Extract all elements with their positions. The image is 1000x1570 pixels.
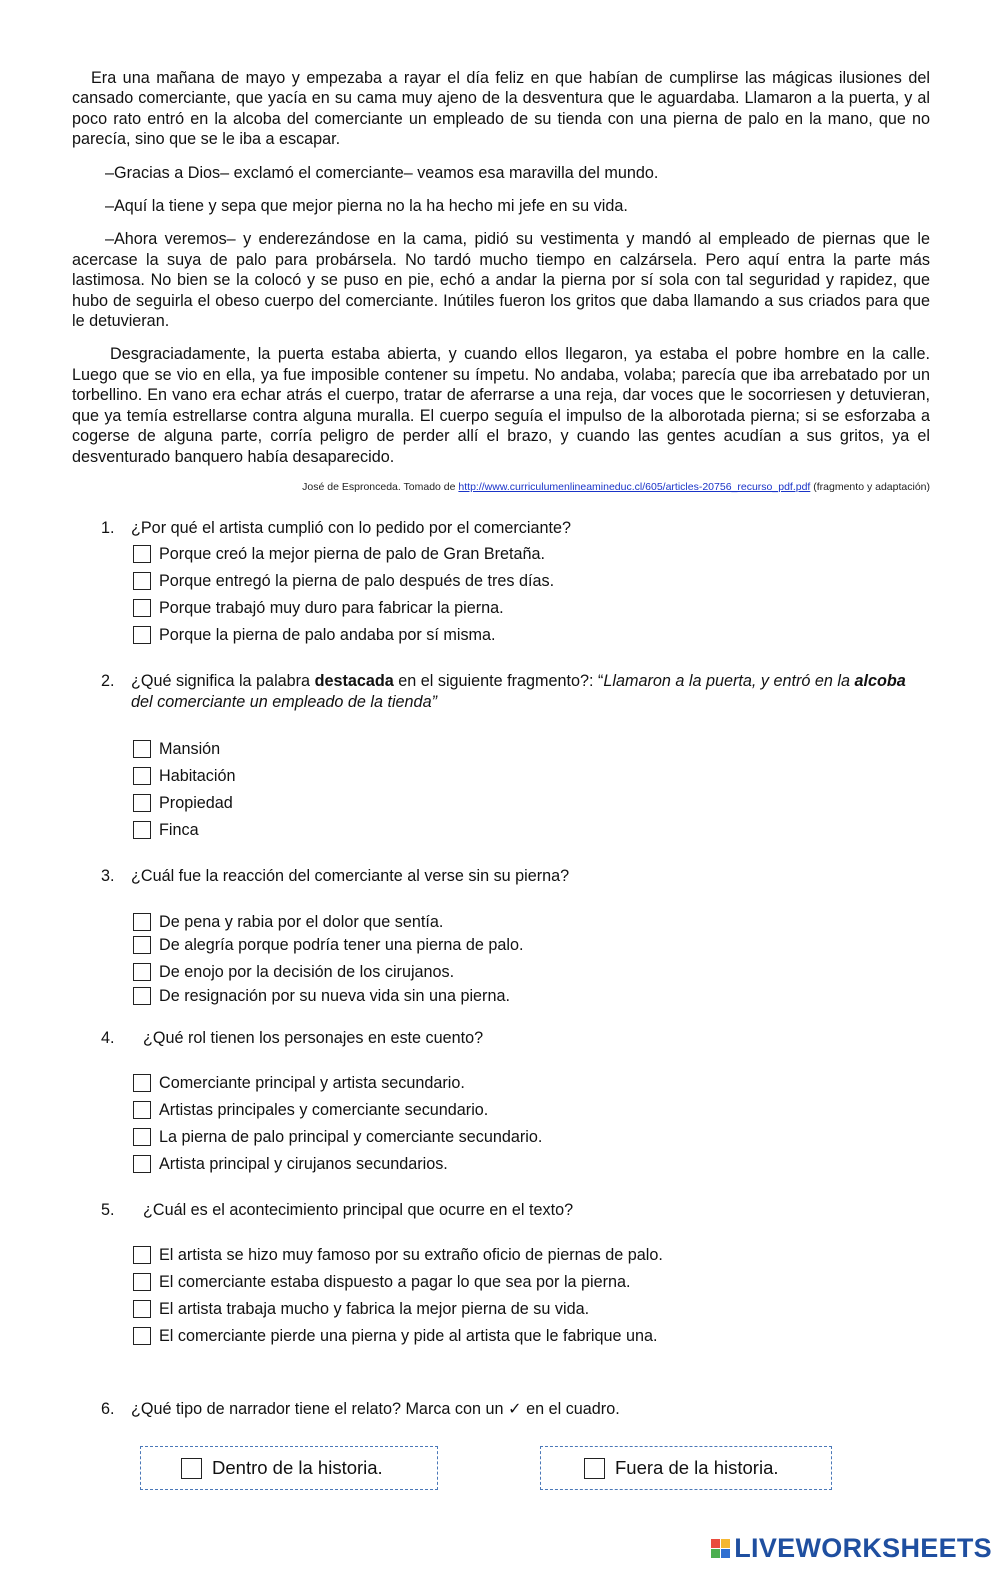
- option-label: Habitación: [159, 767, 236, 785]
- question-text: ¿Qué rol tienen los personajes en este cuento?: [143, 1029, 484, 1047]
- answer-option: [133, 598, 504, 619]
- answer-option: [133, 820, 199, 841]
- option-label: El comerciante pierde una pierna y pide al artista que le fabrique una.: [159, 1327, 658, 1345]
- question-text: [131, 671, 931, 713]
- option-label: De resignación por su nueva vida sin una pierna.: [159, 987, 510, 1005]
- answer-checkbox[interactable]: [133, 1128, 151, 1146]
- answer-checkbox[interactable]: [133, 626, 151, 644]
- answer-option: [133, 912, 443, 933]
- source-prefix: José de Espronceda. Tomado de: [302, 481, 459, 493]
- answer-option: [133, 1245, 663, 1266]
- answer-checkbox[interactable]: [133, 1273, 151, 1291]
- question-number: 2.: [101, 672, 115, 690]
- answer-checkbox[interactable]: [133, 767, 151, 785]
- question-6: [101, 1399, 931, 1420]
- logo-square: [711, 1539, 720, 1548]
- passage-paragraph: Era una mañana de mayo y empezaba a rayar el día feliz en que habían de cumplirse las mágicas ilusiones del cansado comerciante, que yacía en su cama muy ajeno de la desventura que le aguardaba. Llamaron a la puerta, y al poco rato entró en la alcoba del comerciante un empleado de su tienda con una pierna de palo en la mano, que no parecía, sino que se le iba a escapar.: [72, 69, 930, 149]
- passage-paragraph: Desgraciadamente, la puerta estaba abierta, y cuando ellos llegaron, ya estaba el pobre hombre en la calle. Luego que se vio en ella, ya fue imposible contener su ímpetu. No andaba, volaba; parecía que iba arrebatado por un torbellino. En vano era echar atrás el cuerpo, tratar de aferrarse a una reja, dar voces que le socorriesen y detuvieran, que ya temía estrellarse contra alguna muralla. El cuerpo seguía el impulso de la alborotada pierna; si se esforzaba a cogerse de alguna parte, corría peligro de perder allí el brazo, y cuando las gentes acudían a sus gritos, ya el desventurado banquero había desaparecido.: [72, 345, 930, 466]
- answer-option: [133, 793, 233, 814]
- answer-option: [133, 1326, 658, 1347]
- question-text: ¿Cuál fue la reacción del comerciante al verse sin su pierna?: [131, 867, 570, 885]
- option-label: Mansión: [159, 740, 221, 758]
- option-label: Artistas principales y comerciante secundario.: [159, 1101, 489, 1119]
- answer-option: [133, 1073, 465, 1094]
- source-citation: [302, 481, 930, 493]
- answer-option: [133, 1299, 589, 1320]
- question-4: [101, 1028, 931, 1049]
- answer-option: [133, 766, 236, 787]
- passage-paragraph: –Ahora veremos– y enderezándose en la cama, pidió su vestimenta y mandó al empleado de piernas que le acercase la suya de palo para probársela. No tardó mucho tiempo en calzársela. Pero aquí entra la parte más lastimosa. No bien se la colocó y se puso en pie, echó a andar la pierna por sí sola con tal seguridad y rapidez, que hubo de seguirla el obeso cuerpo del comerciante. Inútiles fueron los gritos que daba llamando a sus criados para que le detuvieran.: [72, 230, 930, 331]
- option-label: Finca: [159, 821, 199, 839]
- option-label: Porque creó la mejor pierna de palo de Gran Bretaña.: [159, 545, 546, 563]
- answer-option: [133, 986, 510, 1007]
- question-text: ¿Por qué el artista cumplió con lo pedido por el comerciante?: [131, 519, 571, 537]
- option-label: Fuera de la historia.: [615, 1457, 779, 1478]
- answer-option: [133, 962, 454, 983]
- option-label: De pena y rabia por el dolor que sentía.: [159, 913, 444, 931]
- question-number: 3.: [101, 867, 115, 885]
- question-number: 5.: [101, 1201, 115, 1219]
- answer-checkbox[interactable]: [181, 1458, 202, 1479]
- answer-checkbox[interactable]: [133, 1246, 151, 1264]
- check-mark-icon: ✓: [508, 1400, 522, 1418]
- answer-option: [133, 544, 545, 565]
- passage-paragraph: –Aquí la tiene y sepa que mejor pierna no la ha hecho mi jefe en su vida.: [105, 197, 628, 216]
- option-label: De enojo por la decisión de los cirujanos.: [159, 963, 455, 981]
- answer-checkbox[interactable]: [133, 936, 151, 954]
- brand-name: LIVEWORKSHEETS: [734, 1533, 992, 1563]
- answer-option: [133, 1100, 488, 1121]
- answer-option: [133, 1127, 542, 1148]
- option-label: Dentro de la historia.: [212, 1457, 383, 1478]
- highlighted-word: destacada: [314, 672, 394, 690]
- option-label: Porque trabajó muy duro para fabricar la pierna.: [159, 599, 504, 617]
- question-text-part: en el cuadro.: [521, 1400, 620, 1418]
- narrator-option-outside: [540, 1446, 832, 1490]
- option-label: Comerciante principal y artista secundario.: [159, 1074, 465, 1092]
- answer-option: [133, 739, 220, 760]
- answer-checkbox[interactable]: [133, 913, 151, 931]
- option-label: La pierna de palo principal y comerciante secundario.: [159, 1128, 543, 1146]
- logo-icon: [711, 1539, 730, 1558]
- question-1: [101, 518, 931, 539]
- answer-option: [133, 1154, 448, 1175]
- source-suffix: (fragmento y adaptación): [810, 481, 930, 493]
- question-2: [101, 671, 931, 713]
- question-number: 1.: [101, 519, 115, 537]
- answer-checkbox[interactable]: [133, 963, 151, 981]
- question-text: ¿Cuál es el acontecimiento principal que ocurre en el texto?: [143, 1201, 574, 1219]
- logo-square: [711, 1549, 720, 1558]
- question-number: 6.: [101, 1400, 115, 1418]
- question-5: [101, 1200, 931, 1221]
- question-number: 4.: [101, 1029, 115, 1047]
- answer-checkbox[interactable]: [133, 599, 151, 617]
- option-label: El artista se hizo muy famoso por su extraño oficio de piernas de palo.: [159, 1246, 663, 1264]
- option-label: De alegría porque podría tener una pierna de palo.: [159, 936, 524, 954]
- option-label: Artista principal y cirujanos secundarios.: [159, 1155, 448, 1173]
- option-label: El artista trabaja mucho y fabrica la mejor pierna de su vida.: [159, 1300, 590, 1318]
- answer-option: [133, 1272, 631, 1293]
- quote-part: del comerciante un empleado de la tienda”: [131, 693, 437, 711]
- answer-option: [133, 625, 496, 646]
- answer-checkbox[interactable]: [133, 987, 151, 1005]
- option-label: Porque la pierna de palo andaba por sí misma.: [159, 626, 496, 644]
- question-3: [101, 866, 931, 887]
- answer-option: [133, 935, 523, 956]
- answer-checkbox[interactable]: [133, 545, 151, 563]
- answer-checkbox[interactable]: [133, 1327, 151, 1345]
- answer-option: [133, 571, 554, 592]
- answer-checkbox[interactable]: [133, 572, 151, 590]
- answer-checkbox[interactable]: [133, 1155, 151, 1173]
- answer-checkbox[interactable]: [133, 821, 151, 839]
- question-text-part: ¿Qué significa la palabra: [131, 672, 315, 690]
- story-passage: [72, 68, 930, 480]
- answer-checkbox[interactable]: [133, 1101, 151, 1119]
- logo-square: [721, 1549, 730, 1558]
- answer-checkbox[interactable]: [133, 740, 151, 758]
- quote-bold-word: alcoba: [854, 672, 906, 690]
- question-text-part: en el siguiente fragmento?: “: [393, 672, 604, 690]
- logo-square: [721, 1539, 730, 1548]
- answer-checkbox[interactable]: [133, 794, 151, 812]
- option-label: Porque entregó la pierna de palo después de tres días.: [159, 572, 555, 590]
- passage-paragraph: –Gracias a Dios– exclamó el comerciante– veamos esa maravilla del mundo.: [105, 163, 659, 182]
- source-link[interactable]: http://www.curriculumenlineamineduc.cl/605/articles-20756_recurso_pdf.pdf: [458, 481, 811, 493]
- answer-checkbox[interactable]: [133, 1074, 151, 1092]
- answer-checkbox[interactable]: [133, 1300, 151, 1318]
- question-text: [131, 1399, 931, 1420]
- option-label: Propiedad: [159, 794, 233, 812]
- narrator-option-inside: [140, 1446, 438, 1490]
- answer-checkbox[interactable]: [584, 1458, 605, 1479]
- option-label: El comerciante estaba dispuesto a pagar lo que sea por la pierna.: [159, 1273, 631, 1291]
- liveworksheets-logo: [711, 1533, 992, 1564]
- question-text-part: ¿Qué tipo de narrador tiene el relato? Marca con un: [131, 1400, 509, 1418]
- quote-part: Llamaron a la puerta, y entró en la: [603, 672, 855, 690]
